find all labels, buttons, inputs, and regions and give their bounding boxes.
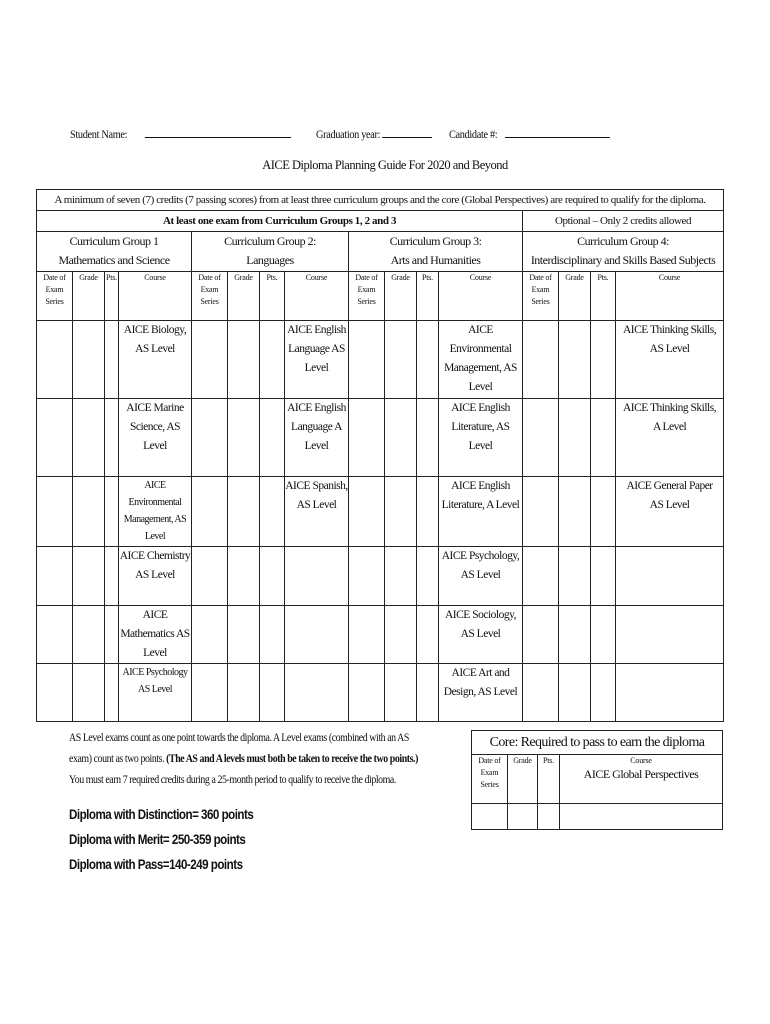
date-cell[interactable]	[523, 399, 559, 477]
notes-line-3: You must earn 7 required credits during a 25-month period to qualify to receive the diploma.	[69, 774, 396, 786]
student-name-field	[70, 126, 291, 142]
candidate-number-field	[449, 126, 610, 142]
table-row	[37, 477, 724, 547]
notes-line-1: AS Level exams count as one point towards the diploma. A Level exams (combined with an AS	[69, 732, 409, 744]
core-course: AICE Global Perspectives	[583, 767, 699, 781]
pts-cell[interactable]	[105, 606, 119, 664]
date-cell[interactable]	[192, 547, 228, 606]
date-cell[interactable]	[37, 547, 73, 606]
requirement-text: A minimum of seven (7) credits (7 passing scores) from at least three curriculum groups and the core (Global Perspectives) are required to qualify for the diploma.	[37, 190, 724, 211]
grade-column-header: Grade	[228, 272, 260, 321]
table-row	[37, 547, 724, 606]
course-column-header: Course	[119, 272, 192, 321]
date-cell[interactable]	[523, 606, 559, 664]
pts-cell[interactable]	[417, 477, 439, 547]
course-cell: AICE Spanish, AS Level	[285, 477, 349, 547]
grade-cell[interactable]	[385, 399, 417, 477]
pass-points: Diploma with Pass=140-249 points	[69, 857, 243, 872]
pts-cell[interactable]	[260, 399, 285, 477]
date-column-header: Date of Exam Series	[523, 272, 559, 321]
course-cell: AICE Thinking Skills, A Level	[616, 399, 724, 477]
student-name-label: Student Name:	[70, 127, 128, 141]
graduation-year-field	[316, 126, 432, 142]
date-cell[interactable]	[349, 321, 385, 399]
table-row	[37, 321, 724, 399]
course-cell: AICE Psychology AS Level	[119, 664, 192, 722]
pts-column-header: Pts.	[260, 272, 285, 321]
grade-cell[interactable]	[73, 399, 105, 477]
course-cell	[285, 664, 349, 722]
grade-cell[interactable]	[559, 399, 591, 477]
pts-cell[interactable]	[417, 399, 439, 477]
date-cell[interactable]	[349, 606, 385, 664]
core-course-label: Course	[630, 756, 652, 765]
table-row	[472, 804, 723, 830]
grade-cell[interactable]	[385, 477, 417, 547]
course-cell: AICE Environmental Management, AS Level	[119, 477, 192, 547]
table-row	[37, 399, 724, 477]
date-cell[interactable]	[192, 606, 228, 664]
pts-cell[interactable]	[105, 477, 119, 547]
core-table	[471, 730, 723, 830]
date-cell[interactable]	[523, 477, 559, 547]
page-title: AICE Diploma Planning Guide For 2020 and Beyond	[262, 158, 508, 172]
grade-cell[interactable]	[228, 477, 260, 547]
core-course-header	[560, 755, 723, 804]
grade-cell[interactable]	[559, 664, 591, 722]
course-cell: AICE English Literature, AS Level	[439, 399, 523, 477]
date-column-header: Date of Exam Series	[192, 272, 228, 321]
date-cell[interactable]	[349, 664, 385, 722]
distinction-points: Diploma with Distinction= 360 points	[69, 807, 254, 822]
pts-cell[interactable]	[591, 477, 616, 547]
groups-banner: At least one exam from Curriculum Groups 1, 2 and 3	[37, 211, 523, 232]
date-column-header: Date of Exam Series	[37, 272, 73, 321]
course-cell: AICE English Literature, A Level	[439, 477, 523, 547]
grade-cell[interactable]	[73, 547, 105, 606]
group-3-header: Curriculum Group 3: Arts and Humanities	[349, 232, 523, 272]
group-1-header: Curriculum Group 1 Mathematics and Science	[37, 232, 192, 272]
grade-cell[interactable]	[73, 321, 105, 399]
date-cell[interactable]	[192, 664, 228, 722]
date-cell[interactable]	[523, 321, 559, 399]
core-course-cell[interactable]	[560, 804, 723, 830]
date-cell[interactable]	[192, 321, 228, 399]
pts-cell[interactable]	[591, 606, 616, 664]
core-pts-cell[interactable]	[538, 804, 560, 830]
grade-cell[interactable]	[228, 321, 260, 399]
pts-cell[interactable]	[417, 321, 439, 399]
date-cell[interactable]	[523, 547, 559, 606]
core-title: Core: Required to pass to earn the diploma	[472, 731, 723, 755]
table-row	[37, 606, 724, 664]
course-cell: AICE Sociology, AS Level	[439, 606, 523, 664]
grade-cell[interactable]	[228, 664, 260, 722]
pts-cell[interactable]	[260, 606, 285, 664]
date-cell[interactable]	[37, 321, 73, 399]
grade-column-header: Grade	[385, 272, 417, 321]
notes-line-2-bold: (The AS and A levels must both be taken to receive the two points.)	[166, 753, 418, 765]
date-cell[interactable]	[192, 477, 228, 547]
pts-cell[interactable]	[417, 606, 439, 664]
course-cell: AICE Marine Science, AS Level	[119, 399, 192, 477]
grade-cell[interactable]	[385, 547, 417, 606]
course-column-header: Course	[285, 272, 349, 321]
pts-cell[interactable]	[105, 664, 119, 722]
candidate-number-blank[interactable]	[505, 126, 610, 138]
group-2-header: Curriculum Group 2: Languages	[192, 232, 349, 272]
date-cell[interactable]	[37, 664, 73, 722]
optional-banner: Optional – Only 2 credits allowed	[523, 211, 724, 232]
grade-cell[interactable]	[559, 321, 591, 399]
pts-cell[interactable]	[417, 547, 439, 606]
course-column-header: Course	[616, 272, 724, 321]
date-cell[interactable]	[523, 664, 559, 722]
course-cell	[285, 606, 349, 664]
table-row	[37, 664, 724, 722]
core-pts-header: Pts.	[538, 755, 560, 804]
pts-cell[interactable]	[260, 547, 285, 606]
grade-cell[interactable]	[385, 321, 417, 399]
course-cell: AICE Mathematics AS Level	[119, 606, 192, 664]
curriculum-table	[36, 189, 724, 722]
points-block	[69, 802, 253, 877]
notes-line-2: exam) count as two points. (The AS and A levels must both be taken to receive the two points.)	[69, 753, 418, 765]
pts-cell[interactable]	[105, 547, 119, 606]
pts-cell[interactable]	[591, 321, 616, 399]
pts-column-header: Pts.	[417, 272, 439, 321]
pts-column-header: Pts.	[105, 272, 119, 321]
date-cell[interactable]	[192, 399, 228, 477]
course-cell: AICE Thinking Skills, AS Level	[616, 321, 724, 399]
grade-column-header: Grade	[73, 272, 105, 321]
course-cell: AICE General Paper AS Level	[616, 477, 724, 547]
grade-cell[interactable]	[559, 477, 591, 547]
grade-cell[interactable]	[73, 664, 105, 722]
pts-column-header: Pts.	[591, 272, 616, 321]
grade-cell[interactable]	[73, 606, 105, 664]
pts-cell[interactable]	[417, 664, 439, 722]
graduation-year-blank[interactable]	[382, 126, 432, 138]
date-cell[interactable]	[349, 399, 385, 477]
pts-cell[interactable]	[260, 664, 285, 722]
grade-cell[interactable]	[385, 664, 417, 722]
date-column-header: Date of Exam Series	[349, 272, 385, 321]
grade-cell[interactable]	[228, 399, 260, 477]
grade-cell[interactable]	[228, 606, 260, 664]
date-cell[interactable]	[349, 477, 385, 547]
graduation-year-label: Graduation year:	[316, 127, 381, 141]
date-cell[interactable]	[349, 547, 385, 606]
pts-cell[interactable]	[105, 321, 119, 399]
course-cell: AICE Biology, AS Level	[119, 321, 192, 399]
student-name-blank[interactable]	[145, 126, 291, 138]
pts-cell[interactable]	[591, 547, 616, 606]
course-cell: AICE Environmental Management, AS Level	[439, 321, 523, 399]
course-cell	[285, 547, 349, 606]
merit-points: Diploma with Merit= 250-359 points	[69, 832, 246, 847]
grade-column-header: Grade	[559, 272, 591, 321]
course-cell: AICE Chemistry AS Level	[119, 547, 192, 606]
notes-block	[69, 728, 418, 791]
pts-cell[interactable]	[105, 399, 119, 477]
grade-cell[interactable]	[73, 477, 105, 547]
core-grade-cell[interactable]	[508, 804, 538, 830]
pts-cell[interactable]	[260, 477, 285, 547]
pts-cell[interactable]	[591, 399, 616, 477]
candidate-number-label: Candidate #:	[449, 127, 498, 141]
course-cell	[616, 547, 724, 606]
date-cell[interactable]	[37, 606, 73, 664]
pts-cell[interactable]	[260, 321, 285, 399]
grade-cell[interactable]	[385, 606, 417, 664]
course-column-header: Course	[439, 272, 523, 321]
grade-cell[interactable]	[559, 547, 591, 606]
group-4-header: Curriculum Group 4: Interdisciplinary and Skills Based Subjects	[523, 232, 724, 272]
course-cell	[616, 664, 724, 722]
core-date-header: Date of Exam Series	[472, 755, 508, 804]
core-grade-header: Grade	[508, 755, 538, 804]
date-cell[interactable]	[37, 399, 73, 477]
pts-cell[interactable]	[591, 664, 616, 722]
core-date-cell[interactable]	[472, 804, 508, 830]
course-cell: AICE Psychology, AS Level	[439, 547, 523, 606]
date-cell[interactable]	[37, 477, 73, 547]
course-cell	[616, 606, 724, 664]
course-cell: AICE Art and Design, AS Level	[439, 664, 523, 722]
course-cell: AICE English Language A Level	[285, 399, 349, 477]
grade-cell[interactable]	[228, 547, 260, 606]
course-cell: AICE English Language AS Level	[285, 321, 349, 399]
grade-cell[interactable]	[559, 606, 591, 664]
